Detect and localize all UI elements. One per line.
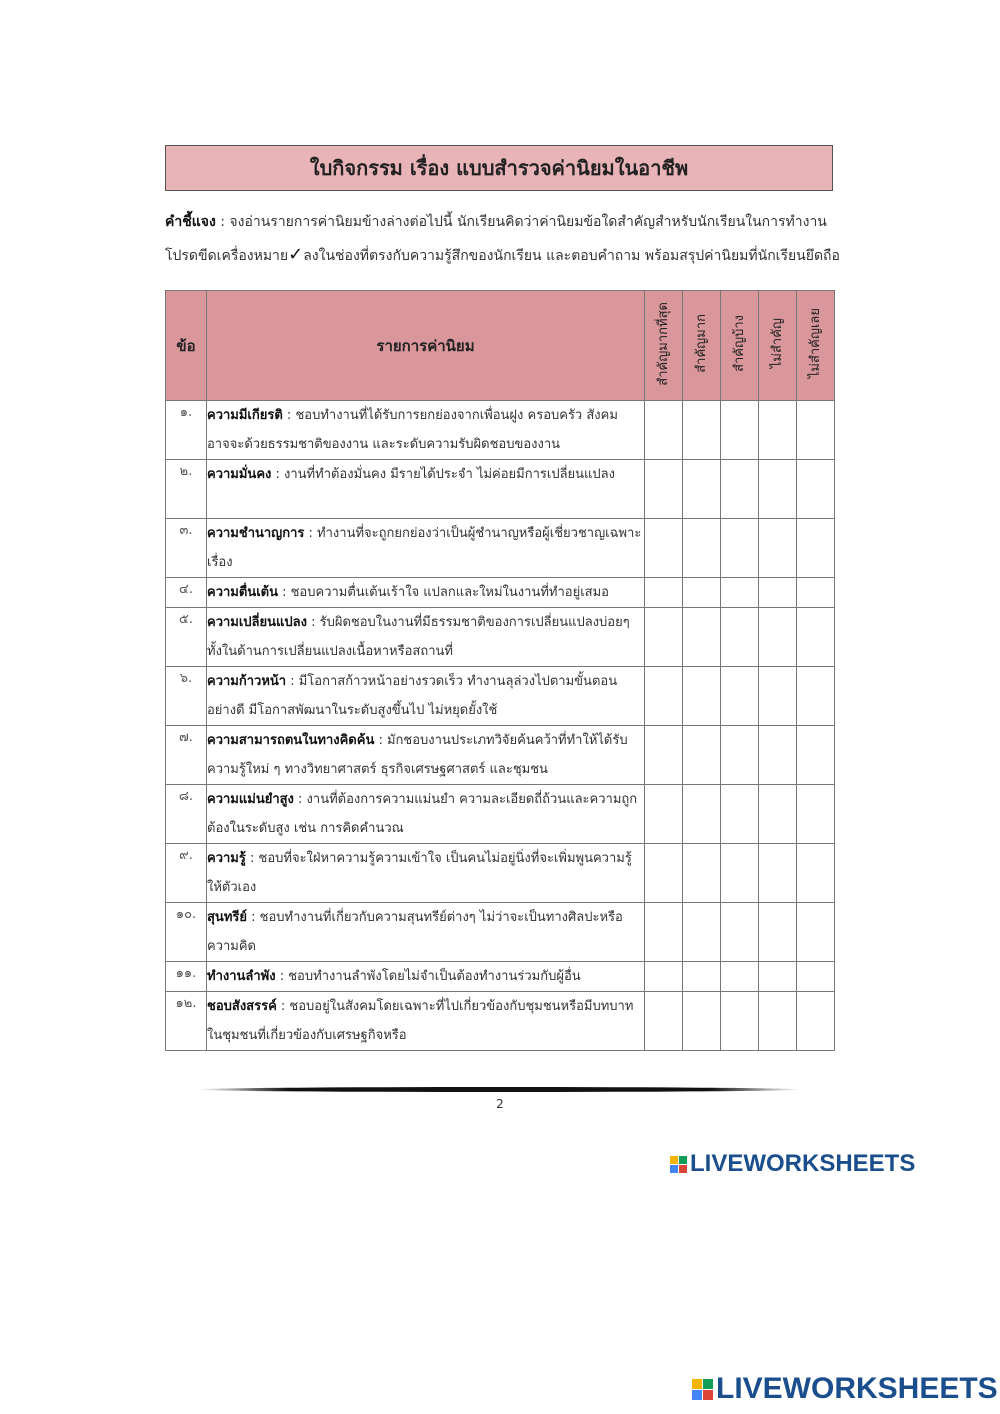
rating-cell[interactable]	[759, 844, 797, 903]
value-name: ความมั่นคง	[207, 467, 272, 482]
table-row	[166, 785, 835, 844]
rating-cell[interactable]	[721, 726, 759, 785]
instructions-text-1: : จงอ่านรายการค่านิยมข้างล่างต่อไปนี้ นักเรียนคิดว่าค่านิยมข้อใดสำคัญสำหรับนักเรียนในการทำงาน	[215, 214, 827, 230]
value-name: สุนทรีย์	[207, 910, 247, 925]
header-rating-2-label: สำคัญมาก	[694, 314, 709, 373]
rating-cell[interactable]	[759, 962, 797, 992]
row-value-item	[207, 608, 645, 667]
liveworksheets-text: LIVEWORKSHEETS	[690, 1150, 916, 1177]
value-name: ความชำนาญการ	[207, 526, 305, 541]
value-description: : งานที่ทำต้องมั่นคง มีรายได้ประจำ ไม่ค่อยมีการเปลี่ยนแปลง	[271, 467, 615, 482]
instructions-label: คำชี้แจง	[165, 214, 216, 230]
rating-cell[interactable]	[797, 726, 835, 785]
table-row	[166, 578, 835, 608]
header-rating-1	[645, 291, 683, 401]
value-name: ความรู้	[207, 851, 246, 866]
header-rating-5	[797, 291, 835, 401]
rating-cell[interactable]	[721, 519, 759, 578]
rating-cell[interactable]	[645, 962, 683, 992]
value-description: : มีโอกาสก้าวหน้าอย่างรวดเร็ว ทำงานลุล่วงไปตามขั้นตอนอย่างดี มีโอกาสพัฒนาในระดับสูงขึ้นไป ไม่หยุดยั้งใช้	[207, 674, 618, 718]
value-description: : ชอบทำงานลำพังโดยไม่จำเป็นต้องทำงานร่วมกับผู้อื่น	[275, 969, 581, 984]
rating-cell[interactable]	[797, 785, 835, 844]
value-description: : งานที่ต้องการความแม่นยำ ความละเอียดถี่ถ้วนและความถูกต้องในระดับสูง เช่น การคิดคำนวณ	[207, 792, 638, 836]
rating-cell[interactable]	[721, 962, 759, 992]
liveworksheets-watermark-bottom	[692, 1372, 998, 1406]
page-number: 2	[496, 1097, 504, 1111]
rating-cell[interactable]	[645, 785, 683, 844]
value-name: ทำงานลำพัง	[207, 969, 276, 984]
rating-cell[interactable]	[645, 608, 683, 667]
rating-cell[interactable]	[721, 578, 759, 608]
value-description: : ชอบทำงานที่เกี่ยวกับความสุนทรีย์ต่างๆ ไม่ว่าจะเป็นทางศิลปะหรือความคิด	[207, 910, 623, 954]
rating-cell[interactable]	[721, 785, 759, 844]
rating-cell[interactable]	[759, 726, 797, 785]
rating-cell[interactable]	[721, 401, 759, 460]
table-row	[166, 844, 835, 903]
table-row	[166, 608, 835, 667]
row-number: ๘.	[166, 785, 207, 844]
rating-cell[interactable]	[759, 519, 797, 578]
rating-cell[interactable]	[683, 667, 721, 726]
rating-cell[interactable]	[645, 460, 683, 519]
header-rating-4	[759, 291, 797, 401]
row-value-item	[207, 903, 645, 962]
row-number: ๑.	[166, 401, 207, 460]
value-name: ความสามารถตนในทางคิดค้น	[207, 733, 375, 748]
row-value-item	[207, 667, 645, 726]
rating-cell[interactable]	[683, 519, 721, 578]
header-item: รายการค่านิยม	[207, 291, 645, 401]
rating-cell[interactable]	[683, 962, 721, 992]
rating-cell[interactable]	[683, 460, 721, 519]
rating-cell[interactable]	[797, 992, 835, 1051]
row-value-item	[207, 844, 645, 903]
rating-cell[interactable]	[721, 608, 759, 667]
value-description: : ชอบอยู่ในสังคมโดยเฉพาะที่ไปเกี่ยวข้องกับชุมชนหรือมีบทบาทในชุมชนที่เกี่ยวข้องกับเศรษฐกิจหรือ	[207, 999, 634, 1043]
rating-cell[interactable]	[683, 608, 721, 667]
row-number: ๕.	[166, 608, 207, 667]
row-number: ๓.	[166, 519, 207, 578]
value-name: ความแม่นยำสูง	[207, 792, 294, 807]
value-name: ความมีเกียรติ	[207, 408, 283, 423]
row-value-item	[207, 460, 645, 519]
rating-cell[interactable]	[683, 992, 721, 1051]
rating-cell[interactable]	[683, 578, 721, 608]
instructions-line-2	[165, 244, 845, 267]
rating-cell[interactable]	[797, 962, 835, 992]
row-value-item	[207, 726, 645, 785]
rating-cell[interactable]	[645, 992, 683, 1051]
header-rating-3-label: สำคัญบ้าง	[732, 315, 747, 372]
rating-cell[interactable]	[721, 667, 759, 726]
rating-cell[interactable]	[683, 401, 721, 460]
table-row	[166, 401, 835, 460]
value-name: ความเปลี่ยนแปลง	[207, 615, 307, 630]
table-row	[166, 903, 835, 962]
table-row	[166, 726, 835, 785]
rating-cell[interactable]	[683, 844, 721, 903]
value-description: : ชอบความตื่นเต้นเร้าใจ แปลกและใหม่ในงานที่ทำอยู่เสมอ	[277, 585, 609, 600]
header-rating-3	[721, 291, 759, 401]
rating-cell[interactable]	[721, 844, 759, 903]
value-description: : รับผิดชอบในงานที่มีธรรมชาติของการเปลี่ยนแปลงบ่อยๆ ทั้งในด้านการเปลี่ยนแปลงเนื้อหาหรือสถานที่	[207, 615, 630, 659]
footer-divider	[198, 1087, 800, 1092]
row-number: ๔.	[166, 578, 207, 608]
value-description: : ทำงานที่จะถูกยกย่องว่าเป็นผู้ชำนาญหรือผู้เชี่ยวชาญเฉพาะเรื่อง	[207, 526, 642, 570]
rating-cell[interactable]	[645, 519, 683, 578]
rating-cell[interactable]	[797, 608, 835, 667]
row-value-item	[207, 401, 645, 460]
rating-cell[interactable]	[645, 903, 683, 962]
rating-cell[interactable]	[759, 785, 797, 844]
row-number: ๙.	[166, 844, 207, 903]
row-number: ๗.	[166, 726, 207, 785]
rating-cell[interactable]	[797, 460, 835, 519]
rating-cell[interactable]	[721, 460, 759, 519]
rating-cell[interactable]	[645, 578, 683, 608]
header-rating-2	[683, 291, 721, 401]
rating-cell[interactable]	[797, 667, 835, 726]
rating-cell[interactable]	[721, 992, 759, 1051]
value-name: ความก้าวหน้า	[207, 674, 287, 689]
rating-cell[interactable]	[759, 608, 797, 667]
table-row	[166, 460, 835, 519]
rating-cell[interactable]	[797, 519, 835, 578]
rating-cell[interactable]	[683, 785, 721, 844]
header-rating-1-label: สำคัญมากที่สุด	[656, 301, 671, 386]
row-value-item	[207, 578, 645, 608]
instructions-line-1	[165, 211, 845, 233]
instructions-text-2a: โปรดขีดเครื่องหมาย	[165, 248, 289, 264]
row-number: ๑๒.	[166, 992, 207, 1051]
worksheet-title: ใบกิจกรรม เรื่อง แบบสำรวจค่านิยมในอาชีพ	[165, 145, 833, 191]
rating-cell[interactable]	[759, 460, 797, 519]
rating-cell[interactable]	[683, 903, 721, 962]
rating-cell[interactable]	[759, 667, 797, 726]
header-rating-4-label: ไม่สำคัญ	[770, 318, 785, 369]
rating-cell[interactable]	[645, 726, 683, 785]
rating-cell[interactable]	[683, 726, 721, 785]
values-survey-table	[165, 290, 835, 1051]
rating-cell[interactable]	[797, 578, 835, 608]
rating-cell[interactable]	[797, 844, 835, 903]
value-name: ความตื่นเต้น	[207, 585, 278, 600]
row-number: ๑๑.	[166, 962, 207, 992]
rating-cell[interactable]	[797, 903, 835, 962]
row-value-item	[207, 962, 645, 992]
table-row	[166, 519, 835, 578]
row-number: ๒.	[166, 460, 207, 519]
table-row	[166, 962, 835, 992]
instructions-text-2b: ลงในช่องที่ตรงกับความรู้สึกของนักเรียน และตอบคำถาม พร้อมสรุปค่านิยมที่นักเรียนยึดถือ	[303, 248, 840, 264]
row-value-item	[207, 519, 645, 578]
table-header-row	[166, 291, 835, 401]
rating-cell[interactable]	[645, 667, 683, 726]
rating-cell[interactable]	[797, 401, 835, 460]
header-rating-5-label: ไม่สำคัญเลย	[808, 308, 823, 379]
value-description: : ชอบที่จะใฝ่หาความรู้ความเข้าใจ เป็นคนไม่อยู่นิ่งที่จะเพิ่มพูนความรู้ให้ตัวเอง	[207, 851, 632, 895]
value-description: : ชอบทำงานที่ได้รับการยกย่องจากเพื่อนฝูง ครอบครัว สังคม อาจจะด้วยธรรมชาติของงาน และระดับความรับผิดชอบของงาน	[207, 408, 618, 452]
liveworksheets-watermark	[670, 1150, 915, 1178]
rating-cell[interactable]	[645, 844, 683, 903]
table-row	[166, 667, 835, 726]
liveworksheets-text: LIVEWORKSHEETS	[716, 1372, 998, 1405]
liveworksheets-logo-icon	[670, 1156, 687, 1173]
liveworksheets-logo-icon	[692, 1379, 713, 1400]
row-number: ๑๐.	[166, 903, 207, 962]
value-description: : มักชอบงานประเภทวิจัยค้นคว้าที่ทำให้ได้รับความรู้ใหม่ ๆ ทางวิทยาศาสตร์ ธุรกิจเศรษฐศาสตร์ และชุมชน	[207, 733, 628, 777]
rating-cell[interactable]	[721, 903, 759, 962]
rating-cell[interactable]	[759, 401, 797, 460]
rating-cell[interactable]	[759, 903, 797, 962]
rating-cell[interactable]	[759, 578, 797, 608]
row-value-item	[207, 992, 645, 1051]
row-number: ๖.	[166, 667, 207, 726]
check-mark-icon: ✓	[288, 244, 304, 265]
rating-cell[interactable]	[759, 992, 797, 1051]
value-name: ชอบสังสรรค์	[207, 999, 277, 1014]
row-value-item	[207, 785, 645, 844]
table-row	[166, 992, 835, 1051]
header-num: ข้อ	[166, 291, 207, 401]
rating-cell[interactable]	[645, 401, 683, 460]
